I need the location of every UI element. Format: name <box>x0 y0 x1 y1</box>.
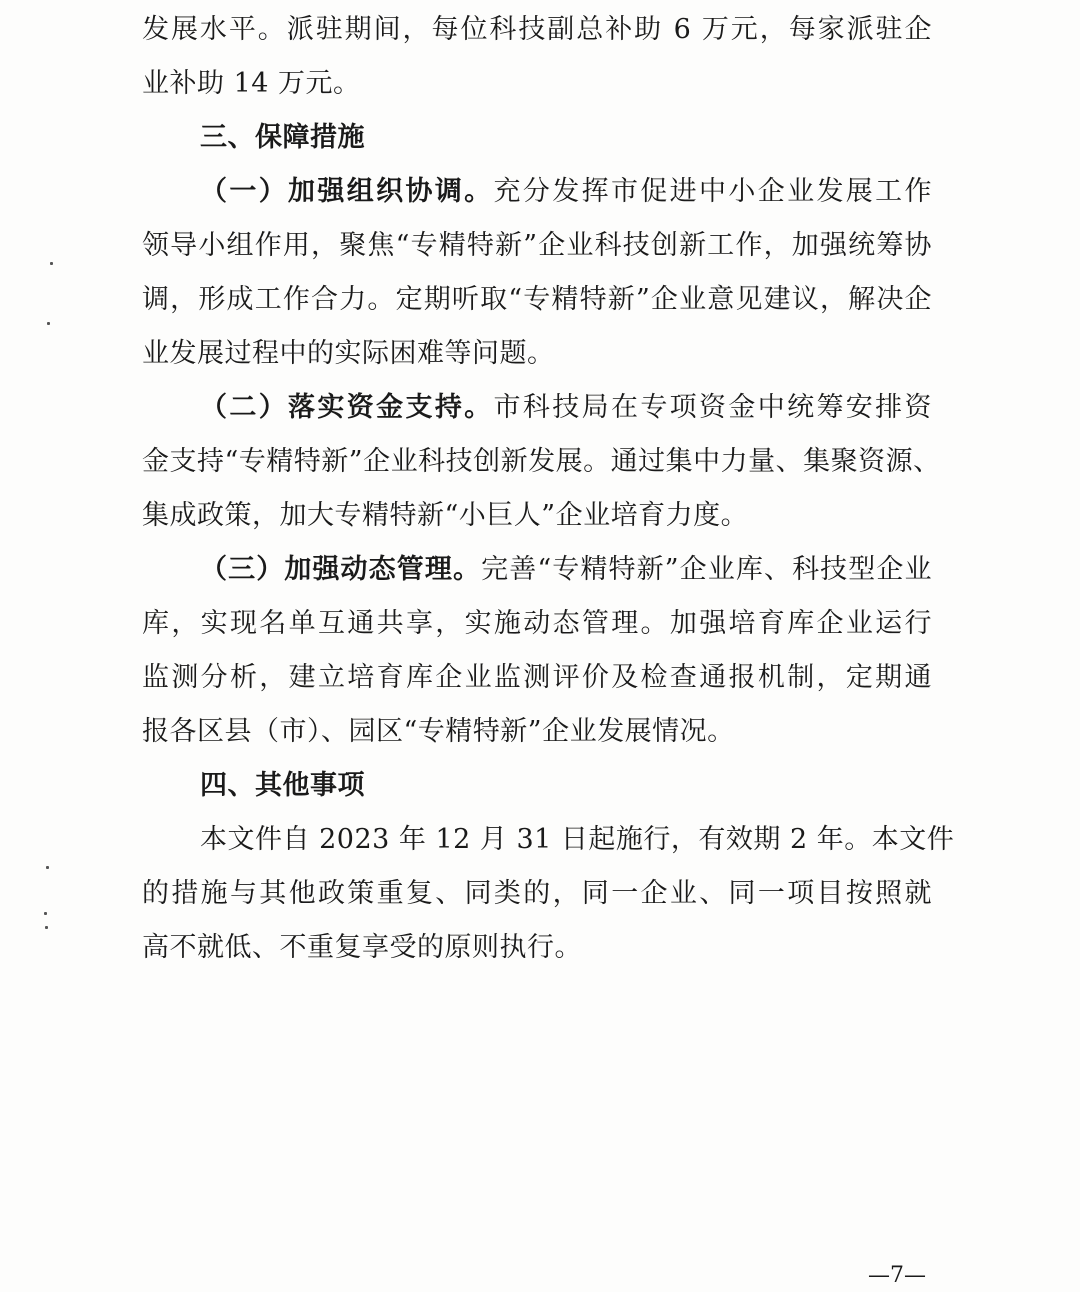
paragraph-line: 集成政策，加大专精特新“小巨人”企业培育力度。 <box>142 500 749 531</box>
paragraph-line: 高不就低、不重复享受的原则执行。 <box>142 932 582 963</box>
section-heading-3: 三、保障措施 <box>200 122 365 153</box>
paragraph-line: 库，实现名单互通共享，实施动态管理。加强培育库企业运行 <box>142 608 932 639</box>
scan-speck <box>46 866 49 869</box>
paragraph-line: 业发展过程中的实际困难等问题。 <box>142 338 555 369</box>
item-1-title: （一）加强组织协调。 <box>200 176 494 207</box>
item-3-title: （三）加强动态管理。 <box>200 554 482 585</box>
paragraph-line: 发展水平。派驻期间，每位科技副总补助 6 万元，每家派驻企 <box>142 14 932 45</box>
paragraph-line: 报各区县（市）、园区“专精特新”企业发展情况。 <box>142 716 735 747</box>
paragraph-line: 监测分析，建立培育库企业监测评价及检查通报机制，定期通 <box>142 662 932 693</box>
scan-speck <box>44 912 47 915</box>
paragraph-line: 调，形成工作合力。定期听取“专精特新”企业意见建议，解决企 <box>142 284 932 315</box>
item-1-text: 充分发挥市促进中小企业发展工作 <box>493 176 933 207</box>
scan-speck <box>45 926 48 929</box>
item-2-title: （二）落实资金支持。 <box>200 392 494 423</box>
item-2-first-line <box>200 390 932 426</box>
scan-speck <box>50 262 53 265</box>
item-3-text: 完善“专精特新”企业库、科技型企业 <box>481 554 933 585</box>
paragraph-line: 金支持“专精特新”企业科技创新发展。通过集中力量、集聚资源、 <box>142 446 941 477</box>
page-number: —7— <box>868 1263 926 1288</box>
paragraph-line: 的措施与其他政策重复、同类的，同一企业、同一项目按照就 <box>142 878 932 909</box>
paragraph-line: 业补助 14 万元。 <box>142 68 361 99</box>
paragraph-line: 本文件自 2023 年 12 月 31 日起施行，有效期 2 年。本文件 <box>200 824 955 855</box>
item-3-first-line <box>200 552 932 588</box>
scan-speck <box>47 322 50 325</box>
paragraph-line: 领导小组作用，聚焦“专精特新”企业科技创新工作，加强统筹协 <box>142 230 932 261</box>
item-2-text: 市科技局在专项资金中统筹安排资 <box>493 392 933 423</box>
item-1-first-line <box>200 174 932 210</box>
section-heading-4: 四、其他事项 <box>200 770 365 801</box>
